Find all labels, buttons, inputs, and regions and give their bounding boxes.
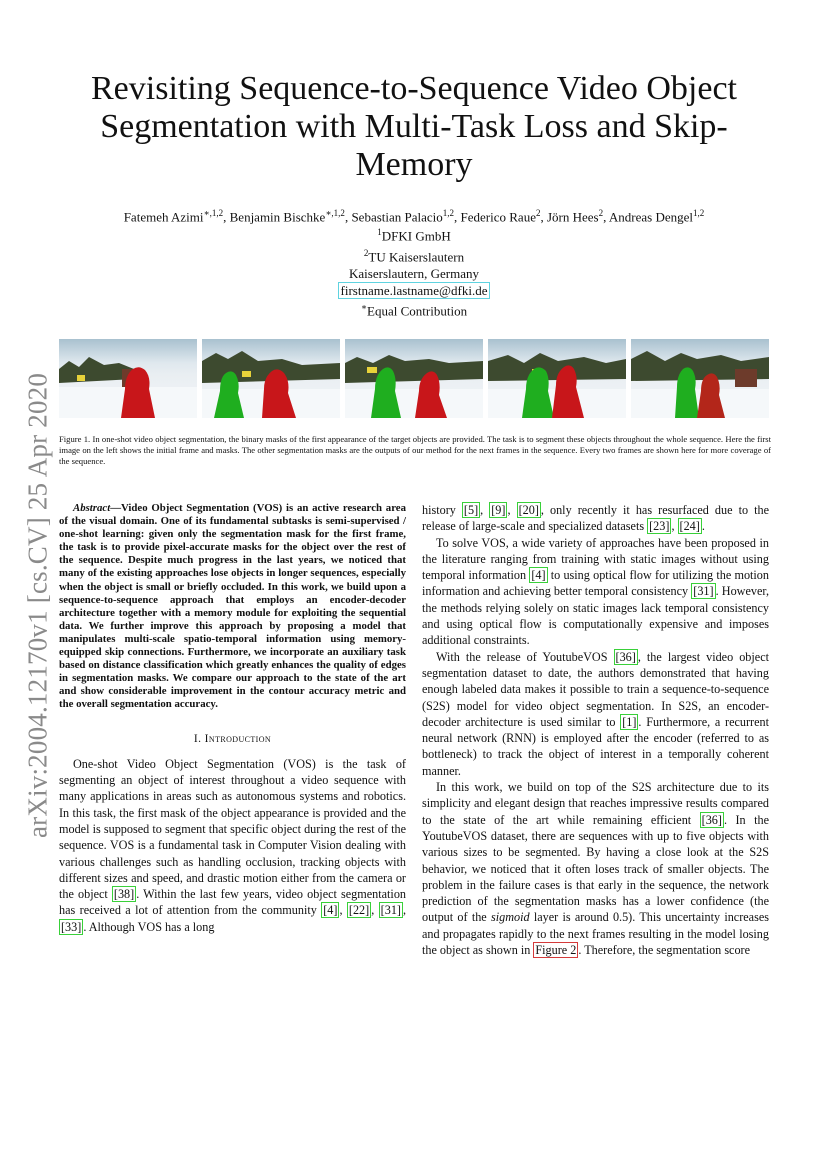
citation-link[interactable]: [38] — [113, 887, 135, 902]
citation-separator: , — [371, 903, 379, 918]
citation-link[interactable]: [1] — [622, 714, 637, 729]
affiliation-mark: 2 — [363, 247, 369, 258]
figure-2-link[interactable]: Figure 2 — [535, 943, 577, 958]
paragraph-text: . — [701, 519, 705, 534]
author-name: Federico Raue — [460, 209, 536, 225]
author-affiliation-mark: ∗,1,2 — [203, 208, 224, 218]
paragraph-text: . However, the methods relying solely on static images lack temporal consistency and using optical flow is computationally expensive and imposes additional constraints. — [422, 584, 769, 648]
tree-line — [345, 355, 483, 383]
sign-board — [77, 375, 85, 381]
citation-separator: , — [339, 903, 347, 918]
citation-separator: , — [480, 503, 490, 517]
equal-contribution-mark: ∗ — [360, 302, 368, 313]
paragraph-text: With the release of YoutubeVOS — [436, 649, 614, 664]
sign-board — [242, 371, 251, 377]
intro-paragraph-1 — [59, 756, 406, 935]
tree-line — [488, 353, 626, 381]
paragraph-text: , only recently it has resurfaced due to the release of large-scale and specialized datasets — [422, 503, 770, 534]
citation-link[interactable]: [4] — [531, 568, 546, 583]
citation-separator: , — [671, 519, 678, 534]
cabin — [735, 369, 757, 387]
author-affiliation-mark: 2 — [598, 208, 604, 218]
intro-paragraph-1-continued — [422, 502, 769, 535]
author-affiliation-mark: 2 — [535, 208, 541, 218]
paragraph-text: . In the YoutubeVOS dataset, there are sequences with up to five objects with various sizes to be segmented. By having a close look at the S2S behavior, we noticed that it often loses track of smaller objects. The problem in the failure cases is that early in the sequence, the network prediction of the segmentation masks has a lower confidence (the output of the — [422, 812, 769, 925]
citation-link[interactable]: [31] — [380, 903, 401, 918]
figure-frame-3 — [345, 339, 483, 418]
affiliation-location: Kaiserslautern, Germany — [349, 266, 479, 282]
paragraph-text: . Therefore, the segmentation score — [578, 943, 751, 958]
citation-link[interactable]: [9] — [491, 503, 506, 517]
citation-link[interactable]: [31] — [693, 584, 714, 599]
figure-frame-1 — [59, 339, 197, 418]
paper-title: Revisiting Sequence-to-Sequence Video Object Segmentation with Multi-Task Loss and Skip-Memory — [91, 70, 737, 183]
citation-link[interactable]: [36] — [615, 649, 636, 664]
intro-paragraph-4 — [422, 779, 769, 958]
paragraph-text: , the largest video object segmentation dataset to date, the authors demonstrated that having enough labeled data makes it possible to train a sequence-to-sequence (S2S) model for video object segmentation. In S2S, an encoder-decoder architecture is used similar to — [422, 649, 769, 729]
paragraph-text: To solve VOS, a wide variety of approaches have been proposed in the literature ranging from training with static images without using temporal information — [422, 535, 769, 583]
citation-link[interactable]: [24] — [679, 519, 700, 534]
author-affiliation-mark: 1,2 — [442, 208, 455, 218]
abstract-text: —Video Object Segmentation (VOS) is an active research area of the visual domain. One of its fundamental subtasks is semi-supervised / one-shot learning: given only the segmentation mask for the first frame, the task is to provide pixel-accurate masks for the object over the rest of the sequence. Despite much progress in the last years, we noticed that many of the existing approaches lose objects in longer sequences, especially when the object is small or briefly occluded. In this work, we build upon a sequence-to-sequence approach that employs an encoder-decoder architecture together with a memory module for exploiting the sequential data. We further improve this approach by proposing a model that manipulates multi-scale spatio-temporal information using memory-equipped skip connections. Furthermore, we incorporate an auxiliary task based on distance classification which greatly enhances the quality of edges in segmentation masks. We compare our approach to the state of the art and show considerable improvement in the contour accuracy metric and the overall segmentation accuracy. — [59, 502, 406, 711]
citation-separator: , — [402, 903, 407, 918]
abstract — [59, 502, 406, 712]
author-email-link[interactable]: firstname.lastname@dfki.de — [338, 282, 491, 299]
paragraph-text: . Within the last few years, video object segmentation has received a lot of attention from the community — [59, 887, 407, 918]
paragraph-text: In this work, we build on top of the S2S architecture due to its simplicity and elegant design that reaches impressive results compared to the state of the art while remaining efficient — [422, 780, 769, 827]
section-heading-introduction: I. Introduction — [193, 732, 272, 745]
affiliation-name: DFKI GmbH — [381, 228, 451, 244]
intro-paragraph-2 — [422, 535, 769, 649]
right-column — [422, 502, 769, 958]
figure-frame-2 — [202, 339, 340, 418]
citation-link[interactable]: [33] — [61, 919, 82, 934]
sign-board — [367, 367, 377, 373]
citation-separator: , — [507, 503, 517, 517]
figure-1-caption: Figure 1. In one-shot video object segmentation, the binary masks of the first appearance of the target objects are provided. The task is to segment these objects throughout the whole sequence. Here the first image on the left shows the initial frame and masks. The other segmentation masks are the outputs of our method for the next frames in the sequence. Every two frames are shown here for more coverage of the sequence. — [59, 434, 771, 467]
paragraph-text: history — [422, 503, 462, 517]
author-affiliation-mark: 1,2 — [693, 208, 705, 218]
affiliations-block — [60, 224, 768, 320]
citation-link[interactable]: [22] — [348, 903, 370, 918]
author-affiliation-mark: ∗,1,2 — [325, 208, 345, 218]
figure-frame-4 — [488, 339, 626, 418]
intro-paragraph-3 — [422, 649, 769, 779]
paragraph-text: to using optical flow for utilizing the motion information and achieving better temporal consistency — [422, 568, 769, 599]
math-term: sigmoid — [490, 910, 530, 925]
citation-link[interactable]: [20] — [518, 503, 539, 517]
affiliation-mark: 1 — [377, 227, 382, 237]
affiliation-tu-kaiserslautern — [60, 245, 768, 266]
author-name: Jörn Hees — [546, 209, 599, 225]
left-column — [59, 502, 406, 935]
citation-link[interactable]: [36] — [701, 812, 722, 827]
citation-link[interactable]: [23] — [649, 519, 670, 534]
figure-frame-5 — [631, 339, 769, 418]
equal-contribution-text: Equal Contribution — [367, 303, 468, 319]
equal-contribution-note — [60, 299, 768, 320]
affiliation-name: TU Kaiserslautern — [368, 248, 465, 264]
snow-ground — [345, 389, 483, 418]
affiliation-dfki — [60, 224, 768, 245]
abstract-label: Abstract — [73, 502, 111, 514]
paragraph-text: One-shot Video Object Segmentation (VOS) is the task of segmenting an object of interest throughout a video sequence with many applications in areas such as autonomous systems and robotics. In this task, the first mask of the object appearance is provided and the model is supposed to segment that specific object during the rest of the sequence. VOS is a fundamental task in Computer Vision dealing with various challenges such as handling occlusion, tracking objects with different sizes and speed, and drastic motion either from the camera or the object — [59, 756, 406, 902]
author-list: Fatemeh Azimi$^{∗,1,2}$, Benjamin Bischke$^{∗,1,2}$, Sebastian Palacio$^{1,2}$, Federico Raue$^2$, Jörn Hees$^2$, Andreas Dengel$^{1,2}$ — [123, 208, 705, 225]
paragraph-text: . Furthermore, a recurrent neural network (RNN) is employed after the encoder (referred to as bottleneck) to track the object of interest in a temporally coherent manner. — [422, 714, 769, 778]
author-name: Andreas Dengel — [608, 209, 694, 225]
citation-link[interactable]: [4] — [323, 903, 338, 918]
author-name: Benjamin Bischke — [229, 209, 326, 225]
paragraph-text: layer is around 0.5). This uncertainty increases and propagates rapidly to the next frames resulting in the model losing the object as shown in — [422, 910, 769, 958]
author-name: Sebastian Palacio — [351, 209, 443, 225]
author-name: Fatemeh Azimi — [123, 209, 204, 225]
figure-1-frames — [59, 339, 769, 418]
citation-link[interactable]: [5] — [463, 503, 479, 517]
paragraph-text: . Although VOS has a long — [83, 919, 215, 934]
arxiv-identifier-stamp: arXiv:2004.12170v1 [cs.CV] 25 Apr 2020 — [22, 372, 53, 838]
